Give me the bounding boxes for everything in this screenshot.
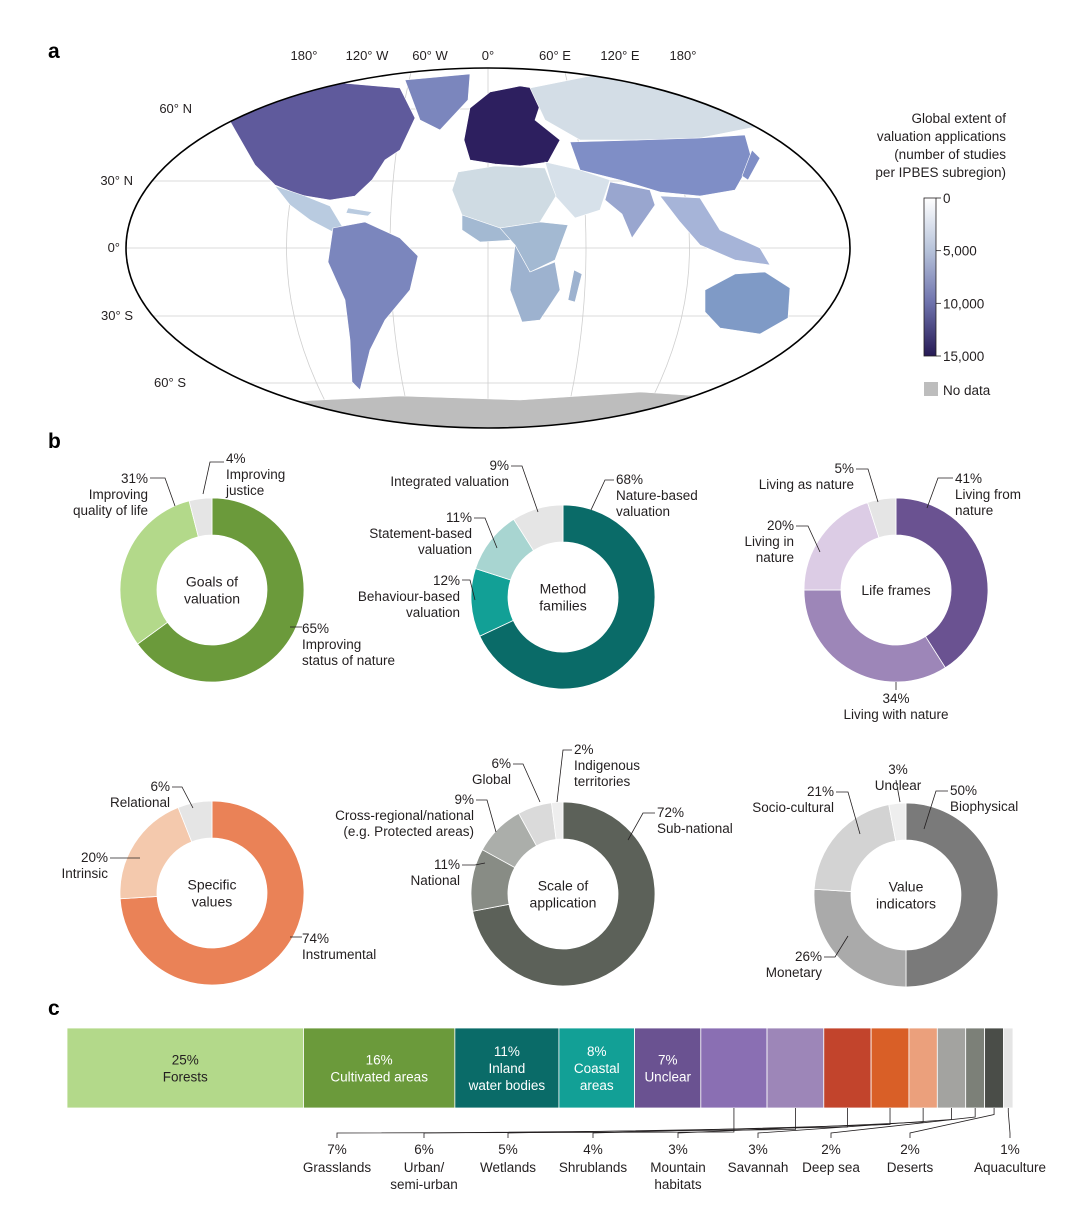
donut-center-label: Value bbox=[888, 878, 924, 895]
legend-title-line: Global extent of bbox=[911, 111, 1006, 126]
slice-label: nature bbox=[755, 550, 794, 565]
bar-segment bbox=[767, 1028, 824, 1108]
slice-label: Intrinsic bbox=[61, 866, 108, 881]
slice-label: Cross-regional/national bbox=[335, 808, 474, 823]
segment-leader-line bbox=[593, 1108, 890, 1138]
leader-line bbox=[511, 466, 538, 512]
panel-letter-b: b bbox=[48, 430, 61, 453]
map-legend bbox=[875, 111, 1006, 398]
leader-line bbox=[476, 800, 496, 832]
segment-percent: 5% bbox=[498, 1142, 518, 1157]
slice-label: Monetary bbox=[765, 965, 822, 980]
slice-label: Unclear bbox=[874, 778, 922, 793]
panel-letter-c: c bbox=[48, 997, 60, 1020]
leader-line bbox=[203, 462, 224, 494]
bar-segment bbox=[937, 1028, 965, 1108]
legend-title bbox=[875, 111, 1006, 180]
legend-ticks bbox=[936, 191, 984, 364]
bar-segment bbox=[985, 1028, 1004, 1108]
legend-title-line: (number of studies bbox=[894, 147, 1006, 162]
slice-label: Living with nature bbox=[843, 707, 949, 722]
bar-segment bbox=[1004, 1028, 1013, 1108]
slice-label: Behaviour-based bbox=[357, 589, 460, 604]
donut-chart bbox=[61, 779, 376, 985]
slice-percent: 11% bbox=[433, 857, 460, 872]
slice-percent: 41% bbox=[955, 471, 983, 486]
slice-percent: 12% bbox=[432, 573, 460, 588]
slice-percent: 6% bbox=[150, 779, 170, 794]
segment-label: Unclear bbox=[644, 1069, 691, 1085]
slice-label: National bbox=[410, 873, 460, 888]
slice-label: justice bbox=[226, 483, 265, 498]
segment-leader-line bbox=[424, 1108, 795, 1138]
donut-center-label: Method bbox=[539, 580, 587, 597]
legend-tick-label: 0 bbox=[943, 191, 951, 206]
slice-percent: 20% bbox=[80, 850, 108, 865]
latitude-label: 60° S bbox=[154, 375, 186, 390]
donut-center-label: values bbox=[191, 893, 233, 910]
segment-label: Mountain bbox=[650, 1160, 706, 1175]
slice-label: Integrated valuation bbox=[390, 474, 509, 489]
no-data-swatch bbox=[924, 382, 938, 396]
donut-center-label: families bbox=[539, 597, 587, 614]
segment-percent: 16% bbox=[365, 1052, 393, 1068]
segment-label: areas bbox=[579, 1078, 614, 1093]
segment-label: Cultivated areas bbox=[330, 1069, 428, 1085]
slice-label: Instrumental bbox=[302, 947, 377, 962]
segment-label: Shrublands bbox=[558, 1160, 628, 1175]
slice-percent: 2% bbox=[574, 742, 594, 757]
no-data-label: No data bbox=[943, 383, 991, 398]
slice-label: Improving bbox=[88, 487, 148, 502]
donut-center-label: Specific bbox=[187, 876, 237, 893]
donut-chart bbox=[752, 762, 1018, 987]
donut-slice bbox=[120, 501, 198, 644]
segment-percent: 3% bbox=[668, 1142, 688, 1157]
slice-label: Living as nature bbox=[758, 477, 854, 492]
segment-label: Savannah bbox=[727, 1160, 789, 1175]
slice-label: valuation bbox=[405, 605, 460, 620]
bar-segment bbox=[701, 1028, 767, 1108]
slice-label: Nature-based bbox=[616, 488, 698, 503]
slice-label: Biophysical bbox=[950, 799, 1019, 814]
slice-label: (e.g. Protected areas) bbox=[343, 824, 474, 839]
slice-label: Statement-based bbox=[369, 526, 472, 541]
segment-percent: 8% bbox=[587, 1044, 607, 1059]
segment-percent: 6% bbox=[414, 1142, 434, 1157]
slice-label: valuation bbox=[417, 542, 472, 557]
longitude-label: 180° bbox=[290, 48, 318, 63]
panel-letter-a: a bbox=[48, 40, 60, 63]
slice-label: valuation bbox=[616, 504, 671, 519]
donut-center-label: valuation bbox=[183, 590, 241, 607]
bar-segment bbox=[304, 1028, 455, 1108]
bar-segment bbox=[966, 1028, 985, 1108]
slice-percent: 9% bbox=[454, 792, 474, 807]
segment-label: water bodies bbox=[468, 1078, 546, 1093]
longitude-label: 0° bbox=[481, 48, 495, 63]
segment-percent: 25% bbox=[171, 1052, 199, 1068]
legend-tick-label: 5,000 bbox=[943, 243, 977, 259]
segment-label: Deserts bbox=[886, 1160, 934, 1175]
slice-percent: 65% bbox=[302, 621, 330, 636]
slice-label: Living from bbox=[955, 487, 1022, 502]
slice-percent: 68% bbox=[616, 472, 644, 487]
bar-segment bbox=[635, 1028, 701, 1108]
segment-label: Wetlands bbox=[479, 1160, 537, 1175]
longitude-label: 180° bbox=[669, 48, 697, 63]
slice-label: Indigenous bbox=[574, 758, 641, 773]
segment-leader-line bbox=[337, 1108, 734, 1138]
segment-label: semi-urban bbox=[390, 1177, 458, 1192]
segment-label: Grasslands bbox=[302, 1160, 372, 1175]
slice-percent: 20% bbox=[766, 518, 794, 533]
legend-tick-label: 15,000 bbox=[943, 349, 985, 364]
segment-percent: 1% bbox=[1000, 1142, 1020, 1157]
donut-slice bbox=[120, 807, 192, 898]
segment-percent: 7% bbox=[327, 1142, 347, 1157]
segment-label: Coastal bbox=[573, 1061, 620, 1076]
donut-chart bbox=[744, 461, 1021, 722]
latitude-label: 30° S bbox=[101, 308, 133, 323]
bar-segment bbox=[909, 1028, 937, 1108]
slice-label: nature bbox=[955, 503, 994, 518]
world-map bbox=[100, 48, 860, 440]
slice-percent: 34% bbox=[882, 691, 910, 706]
slice-label: Global bbox=[471, 772, 511, 787]
leader-line bbox=[513, 764, 540, 802]
donut-center-label: Goals of bbox=[185, 573, 239, 590]
leader-line bbox=[150, 478, 175, 506]
leader-line bbox=[557, 750, 572, 802]
longitude-label: 60° W bbox=[412, 48, 448, 63]
donut-center-label: Scale of bbox=[537, 877, 589, 894]
slice-percent: 50% bbox=[950, 783, 978, 798]
donut-charts bbox=[61, 451, 1021, 987]
slice-label: Improving bbox=[302, 637, 362, 652]
donut-center-label: application bbox=[529, 894, 597, 911]
segment-label: Aquaculture bbox=[973, 1160, 1047, 1175]
segment-label: Forests bbox=[162, 1069, 208, 1085]
donut-chart bbox=[358, 458, 698, 689]
latitude-label: 60° N bbox=[159, 101, 192, 116]
legend-title-line: per IPBES subregion) bbox=[875, 165, 1006, 180]
donut-slice bbox=[804, 503, 879, 590]
slice-label: quality of life bbox=[72, 503, 148, 518]
longitude-labels bbox=[291, 48, 697, 63]
segment-label: Deep sea bbox=[802, 1160, 860, 1175]
legend-colorbar bbox=[924, 198, 936, 356]
segment-percent: 3% bbox=[748, 1142, 768, 1157]
segment-label: Inland bbox=[488, 1061, 526, 1076]
latitude-label: 0° bbox=[107, 240, 120, 255]
latitude-label: 30° N bbox=[100, 173, 133, 188]
slice-label: territories bbox=[574, 774, 631, 789]
donut-center-label: Life frames bbox=[861, 582, 931, 598]
donut-chart bbox=[335, 742, 733, 986]
slice-label: Improving bbox=[226, 467, 286, 482]
longitude-label: 60° E bbox=[539, 48, 571, 63]
bar-segment bbox=[824, 1028, 871, 1108]
slice-percent: 3% bbox=[888, 762, 908, 777]
slice-percent: 72% bbox=[657, 805, 685, 820]
donut-center-label: indicators bbox=[876, 895, 936, 912]
leader-line bbox=[927, 478, 953, 508]
slice-percent: 26% bbox=[794, 949, 822, 964]
segment-percent: 4% bbox=[583, 1142, 603, 1157]
leader-line bbox=[591, 480, 614, 510]
slice-percent: 9% bbox=[489, 458, 509, 473]
segment-percent: 7% bbox=[657, 1052, 678, 1068]
habitat-stacked-bar bbox=[67, 1028, 1046, 1192]
segment-leader-line bbox=[1008, 1108, 1010, 1138]
slice-percent: 6% bbox=[491, 756, 511, 771]
legend-tick-label: 10,000 bbox=[943, 296, 985, 312]
segment-percent: 2% bbox=[821, 1142, 841, 1157]
segment-percent: 2% bbox=[900, 1142, 920, 1157]
slice-label: Socio-cultural bbox=[752, 800, 834, 815]
segment-label: Urban/ bbox=[403, 1160, 445, 1175]
segment-percent: 11% bbox=[493, 1044, 520, 1059]
slice-percent: 5% bbox=[834, 461, 854, 476]
longitude-label: 120° E bbox=[600, 48, 640, 63]
donut-chart bbox=[73, 451, 395, 682]
bar-segment bbox=[67, 1028, 304, 1108]
longitude-label: 120° W bbox=[345, 48, 389, 63]
bar-segment bbox=[871, 1028, 909, 1108]
leader-line bbox=[856, 469, 878, 502]
slice-label: Living in bbox=[744, 534, 794, 549]
slice-percent: 4% bbox=[226, 451, 246, 466]
legend-title-line: valuation applications bbox=[876, 129, 1006, 144]
slice-label: status of nature bbox=[302, 653, 396, 668]
donut-slice bbox=[804, 590, 945, 682]
segment-leader-line bbox=[678, 1108, 923, 1138]
slice-percent: 21% bbox=[806, 784, 834, 799]
slice-label: Sub-national bbox=[657, 821, 733, 836]
slice-percent: 11% bbox=[445, 510, 472, 525]
segment-label: habitats bbox=[654, 1177, 702, 1192]
slice-percent: 31% bbox=[120, 471, 148, 486]
slice-percent: 74% bbox=[302, 931, 330, 946]
slice-label: Relational bbox=[109, 795, 170, 810]
